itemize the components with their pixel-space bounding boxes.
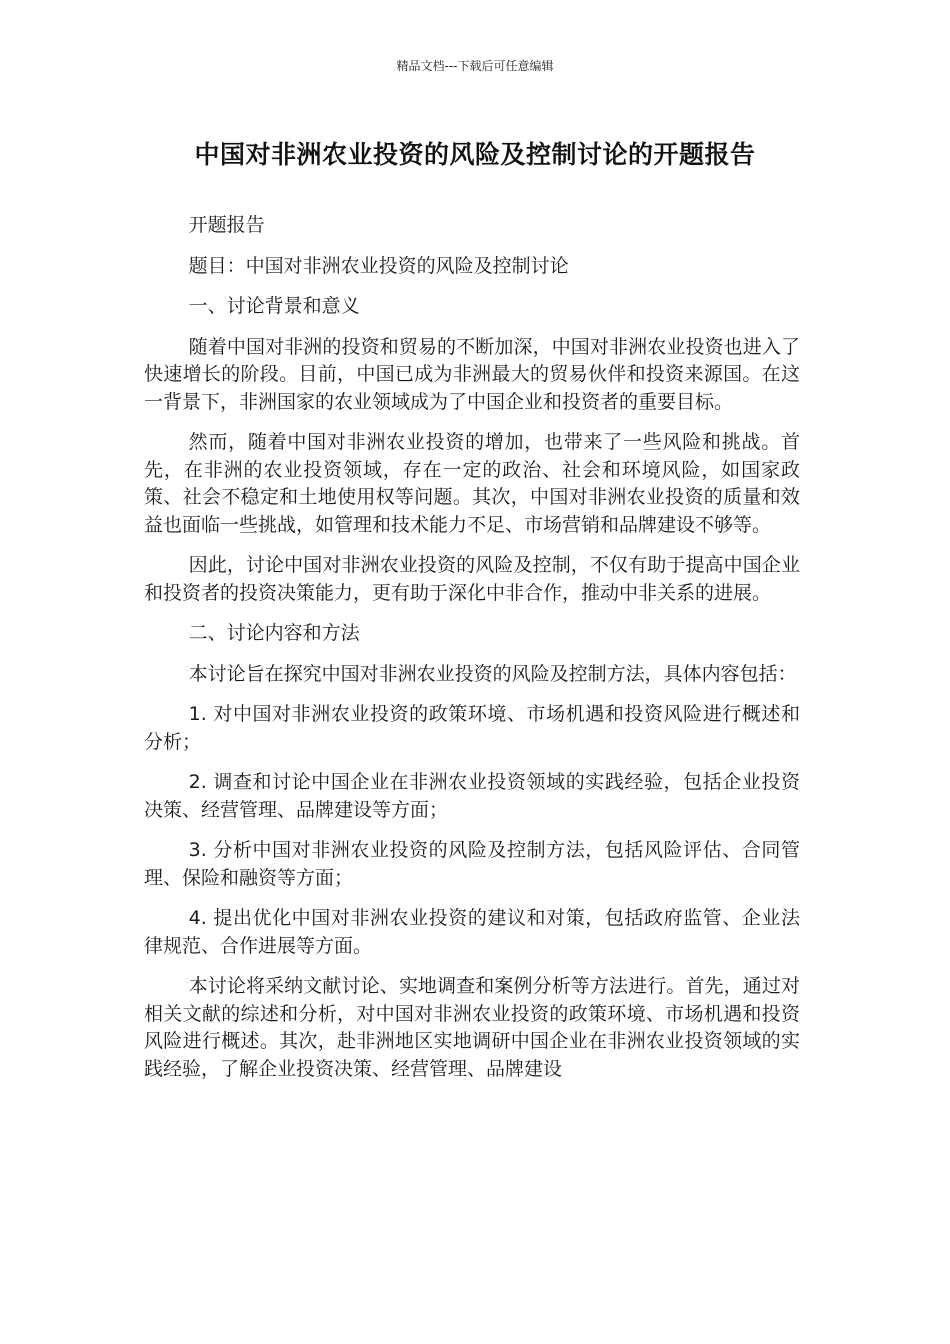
section-label-report: 开题报告 bbox=[188, 214, 265, 236]
topic-line: 题目：中国对非洲农业投资的风险及控制讨论 bbox=[188, 254, 569, 277]
list-item: 1. 对中国对非洲农业投资的政策环境、市场机遇和投资风险进行概述和分析； bbox=[144, 703, 800, 753]
list-item: 3. 分析中国对非洲农业投资的风险及控制方法，包括风险评估、合同管理、保险和融资等方面； bbox=[144, 839, 800, 889]
paragraph: 然而，随着中国对非洲农业投资的增加，也带来了一些风险和挑战。首先，在非洲的农业投资领域，存在一定的政治、社会和环境风险，如国家政策、社会不稳定和土地使用权等问题。其次，中国对非洲农业投资的质量和效益也面临一些挑战，如管理和技术能力不足、市场营销和品牌建设不够等。 bbox=[144, 431, 800, 536]
section-heading-content-method: 二、讨论内容和方法 bbox=[188, 622, 360, 644]
paragraph: 随着中国对非洲的投资和贸易的不断加深，中国对非洲农业投资也进入了快速增长的阶段。目前，中国已成为非洲最大的贸易伙伴和投资来源国。在这一背景下，非洲国家的农业领域成为了中国企业和投资者的重要目标。 bbox=[144, 335, 800, 413]
list-item: 2. 调查和讨论中国企业在非洲农业投资领域的实践经验，包括企业投资决策、经营管理、品牌建设等方面； bbox=[144, 771, 800, 821]
header-note: 精品文档---下载后可任意编辑 bbox=[396, 59, 554, 73]
document-title: 中国对非洲农业投资的风险及控制讨论的开题报告 bbox=[194, 140, 756, 169]
paragraph: 因此，讨论中国对非洲农业投资的风险及控制，不仅有助于提高中国企业和投资者的投资决策能力，更有助于深化中非合作，推动中非关系的进展。 bbox=[144, 554, 800, 604]
list-item: 4. 提出优化中国对非洲农业投资的建议和对策，包括政府监管、企业法律规范、合作进展等方面。 bbox=[144, 907, 800, 957]
paragraph: 本讨论旨在探究中国对非洲农业投资的风险及控制方法，具体内容包括： bbox=[188, 662, 797, 685]
paragraph: 本讨论将采纳文献讨论、实地调查和案例分析等方法进行。首先，通过对相关文献的综述和分析，对中国对非洲农业投资的政策环境、市场机遇和投资风险进行概述。其次，赴非洲地区实地调研中国企业在非洲农业投资领域的实践经验，了解企业投资决策、经营管理、品牌建设 bbox=[144, 975, 800, 1080]
document-body bbox=[144, 212, 800, 1096]
section-heading-background: 一、讨论背景和意义 bbox=[188, 295, 360, 317]
